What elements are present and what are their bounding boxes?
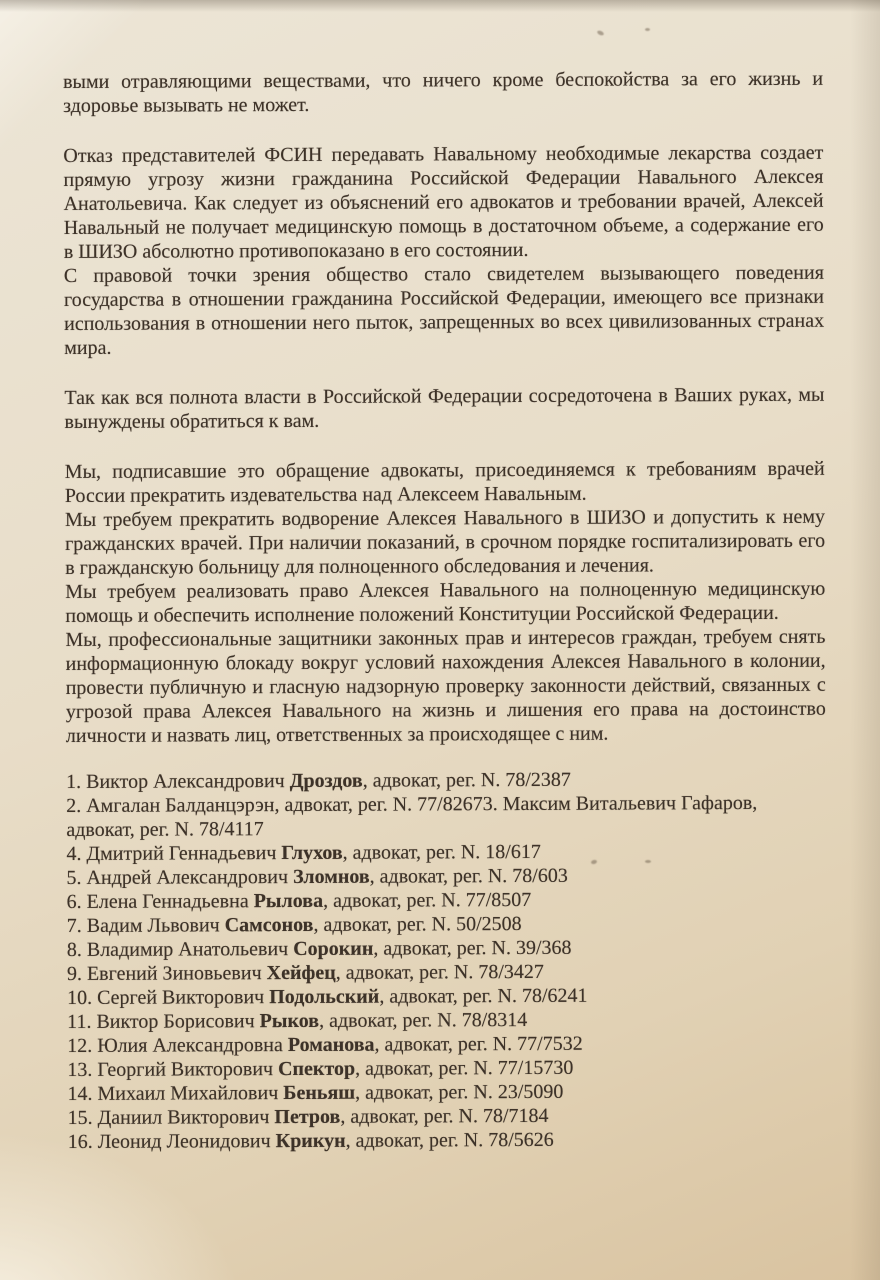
signatory-text: , адвокат, рег. N. 78/3427 (335, 960, 544, 984)
signatory-text: 10. Сергей Викторович (67, 986, 270, 1009)
signatory-text: 8. Владимир Анатольевич (66, 938, 294, 961)
signatory-surname: Спектор (278, 1057, 356, 1081)
signatory-surname: Романова (287, 1033, 375, 1057)
paragraph: Мы требуем прекратить водворение Алексея Навального в ШИЗО и допустить к нему гражданских врачей. При наличии показаний, в срочном порядке госпитализировать его в гражданскую больницу для полноценного обследования и лечения. (64, 505, 826, 579)
signatory-text: 16. Леонид Леонидович (67, 1130, 276, 1153)
signatory-line (67, 1079, 827, 1106)
signatory-surname: Рыков (259, 1009, 320, 1033)
signatory-line (68, 1103, 828, 1130)
signatory-surname: Беньяш (283, 1081, 356, 1105)
signatory-line (67, 911, 827, 938)
signatory-text: 5. Андрей Александрович (66, 866, 294, 889)
signatory-surname: Крикун (275, 1129, 346, 1153)
signatory-text: 14. Михаил Михайлович (67, 1082, 284, 1105)
paragraph: выми отравляющими веществами, что ничего кроме беспокойства за его жизнь и здоровье вызывать не может. (63, 67, 824, 117)
signatory-line (66, 863, 826, 890)
signatory-text: 6. Елена Геннадьевна (66, 890, 254, 913)
signatory-line (67, 959, 827, 986)
top-edge-shadow (0, 0, 880, 12)
page-text (63, 67, 828, 1154)
signatory-text: , адвокат, рег. N. 78/6241 (379, 984, 588, 1008)
signatory-text: 1. Виктор Александрович (66, 770, 290, 793)
signatory-text: , адвокат, рег. N. 78/7184 (340, 1104, 549, 1128)
signatory-text: , адвокат, рег. N. 78/2387 (362, 768, 571, 792)
paragraph: С правовой точки зрения общество стало свидетелем вызывающего поведения государства в отношении гражданина Российской Федерации, имеющего все признаки использования в отношении него пыток, запрещенных во всех цивилизованных странах мира. (63, 261, 825, 359)
signatory-line (68, 1127, 828, 1154)
signatory-text: , адвокат, рег. N. 78/8314 (319, 1008, 528, 1032)
signatory-text: 4. Дмитрий Геннадьевич (66, 842, 282, 865)
paragraph: Так как вся полнота власти в Российской Федерации сосредоточена в Ваших руках, мы вынуждены обратиться к вам. (64, 383, 825, 433)
signatory-text: 2. Амгалан Балданцэрэн, адвокат, рег. N. 77/82673. Максим Витальевич Гафаров, адвокат, рег. N. 78/4117 (66, 791, 758, 841)
signatory-surname: Дроздов (289, 769, 363, 793)
signatory-text: , адвокат, рег. N. 23/5090 (355, 1080, 564, 1104)
signatory-text: , адвокат, рег. N. 18/617 (342, 840, 541, 864)
paragraph: Мы, подписавшие это обращение адвокаты, присоединяемся к требованиям врачей России прекратить издевательства над Алексеем Навальным. (64, 457, 825, 507)
signatory-surname: Петров (274, 1105, 341, 1129)
signatory-text: 12. Юлия Александровна (67, 1034, 288, 1057)
signatories-list (66, 767, 828, 1154)
paper-speck (596, 30, 604, 37)
signatory-line (67, 1055, 827, 1082)
signatory-text: , адвокат, рег. N. 39/368 (373, 936, 572, 960)
signatory-line (66, 767, 826, 794)
signatory-line (66, 839, 826, 866)
signatory-line (66, 791, 826, 842)
right-edge-shadow (850, 0, 880, 1280)
signatory-text: , адвокат, рег. N. 77/15730 (355, 1056, 574, 1080)
signatory-line (67, 1031, 827, 1058)
paper-speck (645, 28, 650, 31)
signatory-text: , адвокат, рег. N. 77/7532 (374, 1032, 583, 1056)
signatory-line (67, 887, 827, 914)
signatory-text: 13. Георгий Викторович (67, 1058, 279, 1081)
signatory-line (67, 935, 827, 962)
signatory-text: , адвокат, рег. N. 78/5626 (345, 1128, 554, 1152)
signatory-text: 7. Вадим Львович (66, 914, 225, 937)
signatory-text: , адвокат, рег. N. 78/603 (369, 864, 568, 888)
signatory-line (67, 983, 827, 1010)
paper-speck (645, 860, 651, 863)
signatory-surname: Самсонов (224, 913, 314, 937)
signatory-text: , адвокат, рег. N. 50/2508 (313, 913, 522, 936)
paragraph: Мы требуем реализовать право Алексея Навального на полноценную медицинскую помощь и обеспечить исполнение положений Конституции Российской Федерации. (65, 577, 826, 627)
signatory-surname: Рылова (253, 889, 324, 913)
signatory-text: , адвокат, рег. N. 77/8507 (323, 888, 532, 912)
signatory-surname: Хейфец (266, 961, 336, 985)
signatory-surname: Подольский (269, 985, 380, 1009)
paragraph: Мы, профессиональные защитники законных прав и интересов граждан, требуем снять информационную блокаду вокруг условий нахождения Алексея Навального в колонии, провести публичную и гласную надзорную проверку законности действий, связанных с угрозой права Алексея Навального на жизнь и лишения его права на достоинство личности и назвать лиц, ответственных за происходящее с ним. (65, 625, 826, 747)
signatory-text: 9. Евгений Зиновьевич (66, 962, 267, 985)
paragraph: Отказ представителей ФСИН передавать Навальному необходимые лекарства создает прямую угрозу жизни гражданина Российской Федерации Навального Алексея Анатольевича. Как следует из объяснений его адвокатов и требовании врачей, Алексей Навальный не получает медицинскую помощь в достаточном объеме, а содержание его в ШИЗО абсолютно противопоказано в его состоянии. (63, 141, 824, 263)
signatory-surname: Сорокин (293, 937, 374, 961)
signatory-text: 15. Даниил Викторович (67, 1106, 275, 1129)
paragraphs (63, 67, 826, 748)
signatory-surname: Глухов (281, 841, 343, 865)
signatory-surname: Зломнов (292, 865, 370, 889)
signatory-line (67, 1007, 827, 1034)
signatory-text: 11. Виктор Борисович (67, 1010, 260, 1033)
